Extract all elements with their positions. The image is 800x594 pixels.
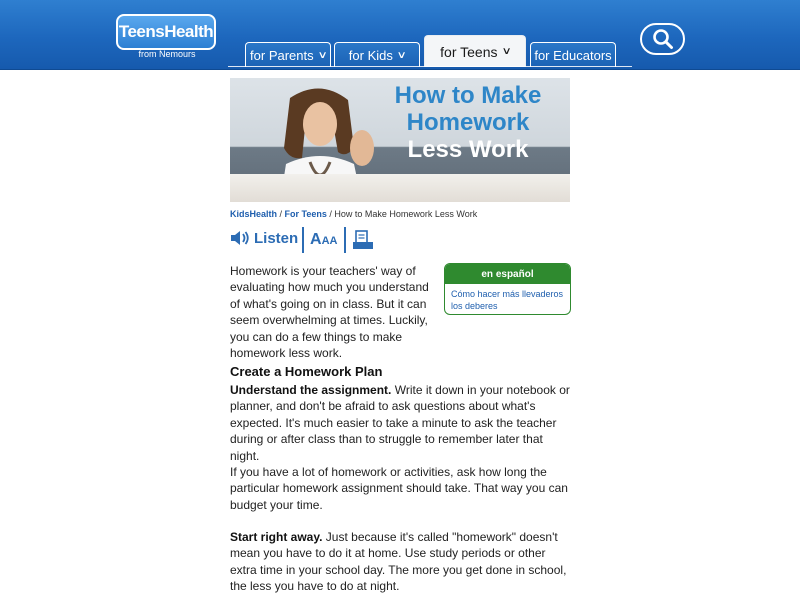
listen-button[interactable]: [230, 229, 298, 247]
spanish-version-box: [444, 263, 571, 315]
section-heading: Create a Homework Plan: [230, 364, 383, 379]
print-button[interactable]: [352, 230, 374, 255]
spanish-box-heading: en español: [445, 264, 570, 284]
breadcrumb-separator: /: [277, 209, 285, 219]
paragraph-budget-time: If you have a lot of homework or activities, ask how long the particular homework assignment should take. That way you can budget your time.: [230, 465, 568, 512]
paragraph-lead: Understand the assignment.: [230, 383, 392, 397]
search-button[interactable]: [640, 23, 685, 55]
tool-divider: [302, 227, 304, 253]
speaker-icon: [230, 229, 250, 247]
tab-for-parents[interactable]: [245, 42, 331, 67]
breadcrumb: [230, 209, 477, 219]
article-intro: Homework is your teachers' way of evaluating how much you understand of what's going on in class. But it can seem overwhelming at times. Luckily, you can do a few things to make homework less work.: [230, 264, 429, 361]
text-size-small-a: AA: [321, 235, 338, 247]
hero-title-line: Homework: [406, 109, 530, 136]
paragraph-text: Just because it's called "homework" doesn't mean you have to do it at home. Use study periods or other extra time in your school day. The more you get done in school, the less you have to do at night.: [230, 530, 567, 594]
hero-title: [366, 82, 570, 163]
breadcrumb-separator: /: [326, 209, 335, 219]
tool-divider: [344, 227, 346, 253]
site-header: [0, 0, 800, 70]
paragraph-text: Write it down in your notebook or planner, and don't be afraid to ask questions about what's expected. It's much easier to take a minute to ask the teacher during or after class than to struggle to remember later that night.: [230, 383, 570, 463]
nav-divider: [228, 66, 632, 67]
tab-for-teens[interactable]: [424, 35, 526, 67]
tab-for-kids[interactable]: [334, 42, 420, 67]
logo-text: TeensHealth: [118, 22, 214, 41]
teenshealth-logo[interactable]: [116, 14, 216, 50]
tab-for-educators[interactable]: [530, 42, 616, 67]
chevron-down-icon: ∨: [317, 49, 328, 61]
breadcrumb-current: How to Make Homework Less Work: [334, 209, 478, 219]
spanish-article-link[interactable]: Cómo hacer más llevaderos los deberes: [451, 289, 564, 311]
paragraph-lead: Start right away.: [230, 530, 323, 544]
tab-label: for Parents: [250, 47, 314, 63]
text-size-large-a: A: [310, 231, 322, 248]
chevron-down-icon: ∨: [396, 49, 407, 61]
tab-label: for Educators: [534, 47, 612, 63]
search-icon: [652, 28, 674, 50]
tab-label: for Kids: [348, 47, 393, 63]
breadcrumb-kidshealth[interactable]: KidsHealth: [230, 209, 278, 219]
listen-label: Listen: [254, 229, 299, 247]
paragraph-start-right-away: [230, 529, 570, 594]
breadcrumb-for-teens[interactable]: For Teens: [284, 209, 327, 219]
print-icon: [352, 230, 374, 250]
hero-title-line: Less Work: [407, 136, 529, 163]
paragraph-understand-assignment: [230, 382, 570, 464]
text-size-button[interactable]: [310, 231, 337, 249]
tab-label: for Teens: [440, 43, 498, 60]
hero-title-line: How to Make: [394, 82, 542, 109]
chevron-down-icon: ∨: [501, 46, 512, 57]
logo-subtitle: from Nemours: [138, 49, 196, 59]
hero-banner: [230, 78, 570, 202]
desk: [230, 174, 570, 202]
